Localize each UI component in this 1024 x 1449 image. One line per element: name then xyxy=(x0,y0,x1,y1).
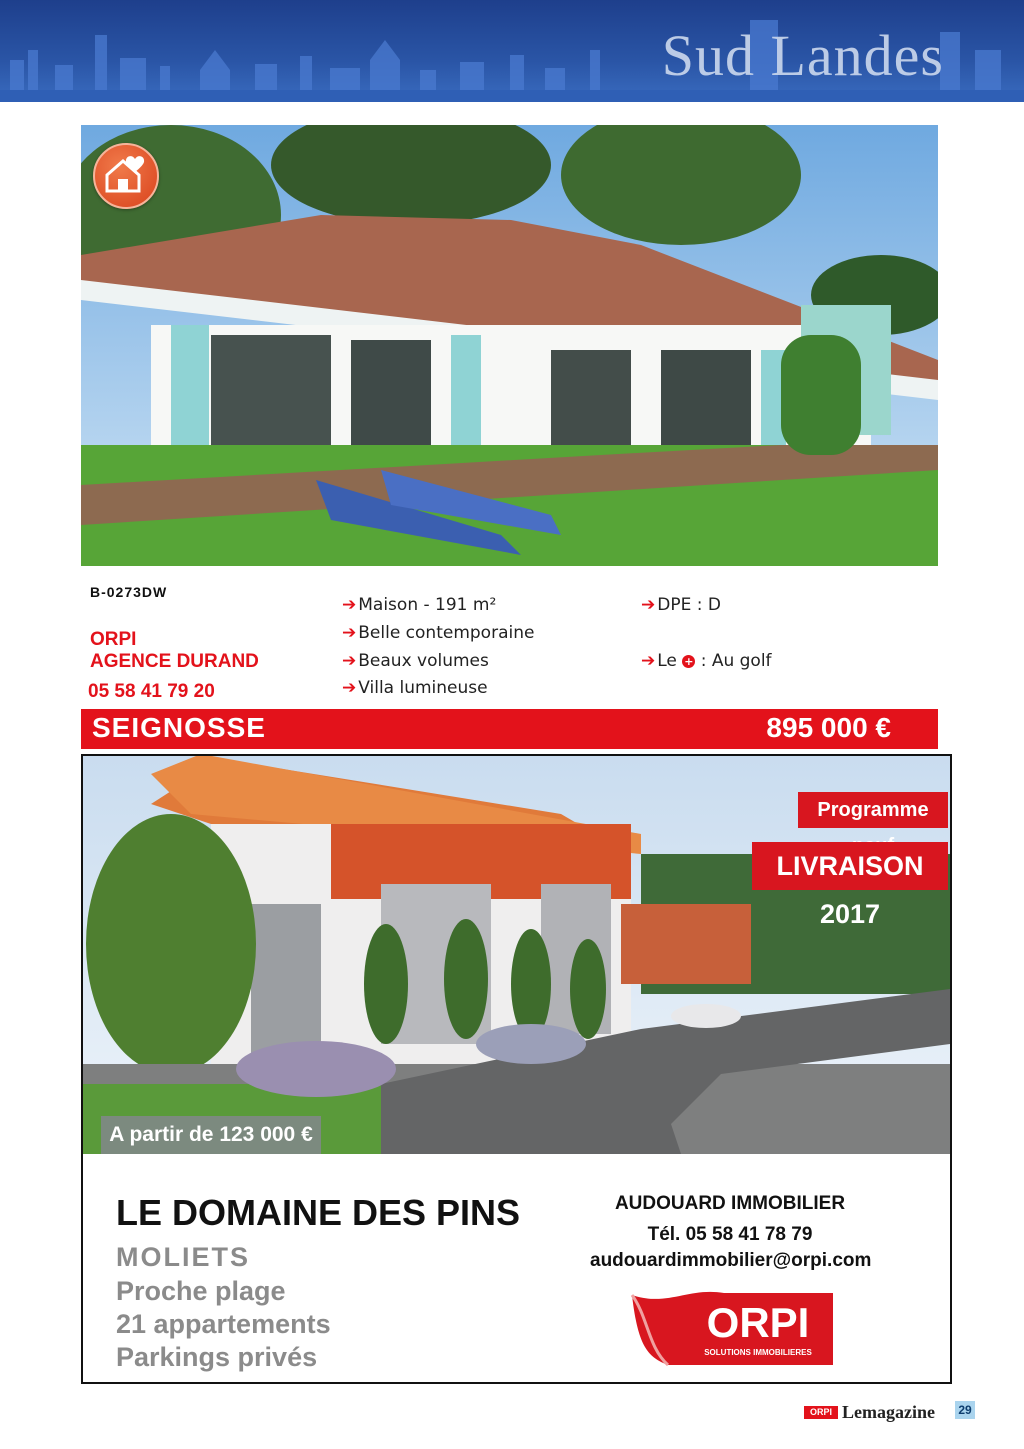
feature-item: ➔ Beaux volumes xyxy=(342,651,489,671)
feature-item: ➔ Villa lumineuse xyxy=(342,678,488,698)
highlight-plus: ➔ Le + : Au golf xyxy=(641,651,772,671)
program-feature: 21 appartements xyxy=(116,1309,331,1339)
listing-price: 895 000 € xyxy=(766,712,891,743)
orpi-logo-subtitle: SOLUTIONS IMMOBILIERES xyxy=(704,1348,812,1357)
page-number: 29 xyxy=(955,1401,975,1419)
feature-item: ➔ Maison - 191 m² xyxy=(342,595,497,615)
agency-line-1: ORPI xyxy=(90,629,137,650)
program-town: MOLIETS xyxy=(116,1242,250,1272)
feature-item: ➔ Belle contemporaine xyxy=(342,623,535,643)
banner-title: Sud Landes xyxy=(661,23,944,88)
tag-new-program: Programme xyxy=(798,792,948,828)
program-phone: Tél. 05 58 41 78 79 xyxy=(647,1224,813,1245)
agency-phone: 05 58 41 79 20 xyxy=(88,681,215,702)
agency-line-2: AGENCE DURAND xyxy=(90,651,259,672)
arrow-right-icon: ➔ xyxy=(641,651,656,671)
program-email[interactable]: audouardimmobilier@orpi.com xyxy=(590,1250,872,1271)
tag-starting-price: A partir de 123 000 € xyxy=(101,1116,321,1154)
footer-orpi-mini-logo: ORPI xyxy=(804,1406,838,1419)
header-banner xyxy=(0,0,1024,102)
favorite-house-icon xyxy=(93,143,159,209)
arrow-right-icon: ➔ xyxy=(641,595,656,615)
arrow-right-icon: ➔ xyxy=(342,651,357,671)
arrow-right-icon: ➔ xyxy=(342,678,357,698)
arrow-right-icon: ➔ xyxy=(342,595,357,615)
arrow-right-icon: ➔ xyxy=(342,623,357,643)
orpi-logo-text: ORPI xyxy=(706,1299,810,1346)
plus-icon: + xyxy=(684,655,694,668)
program-feature: Parkings privés xyxy=(116,1342,318,1372)
footer-magazine-name: Lemagazine xyxy=(842,1402,935,1422)
program-feature: Proche plage xyxy=(116,1276,286,1306)
dpe-rating: ➔ DPE : D xyxy=(641,595,721,615)
listing-city: SEIGNOSSE xyxy=(92,712,266,743)
program-name: LE DOMAINE DES PINS xyxy=(116,1192,521,1233)
program-agency: AUDOUARD IMMOBILIER xyxy=(614,1193,846,1214)
agency-name xyxy=(90,629,259,673)
orpi-logo xyxy=(628,1287,836,1371)
tag-delivery: LIVRAISON 2017 xyxy=(752,842,948,890)
listing-reference: B-0273DW xyxy=(90,584,168,600)
house-photo xyxy=(81,125,938,566)
